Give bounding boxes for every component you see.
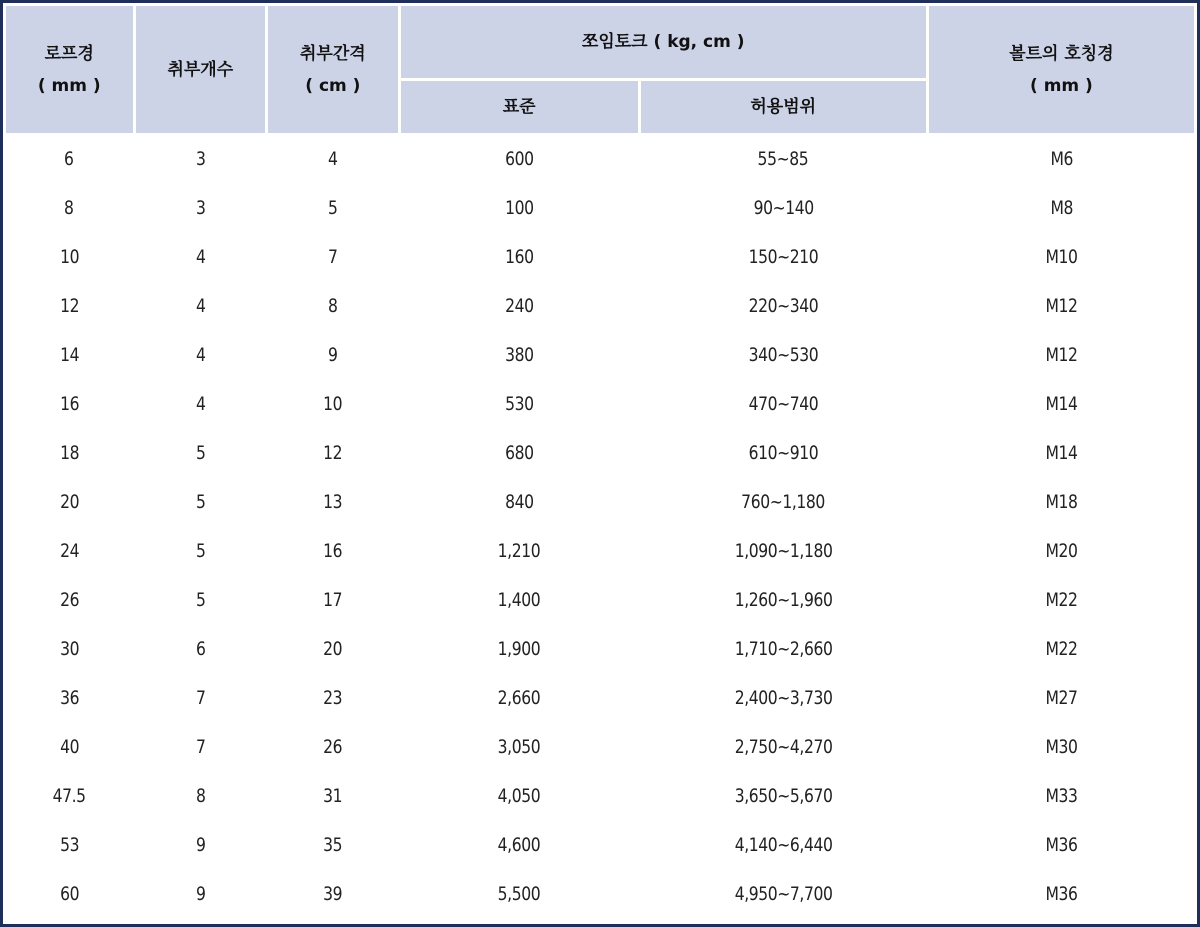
cell-rope-diameter	[6, 724, 133, 770]
cell-value: 35	[323, 834, 343, 856]
cell-value: M14	[1045, 442, 1078, 464]
table-row	[6, 528, 1194, 574]
cell-torque-standard	[401, 136, 638, 182]
cell-clip-count	[136, 283, 266, 329]
table-row	[6, 773, 1194, 819]
cell-clip-count	[136, 724, 266, 770]
cell-value: M36	[1045, 834, 1078, 856]
header-clip-spacing-unit: ( cm )	[305, 75, 361, 96]
header-torque-standard: 표준	[401, 81, 638, 133]
cell-value: 2,660	[497, 687, 541, 709]
cell-rope-diameter	[6, 332, 133, 378]
cell-value: 3,050	[497, 736, 541, 758]
cell-value: 5	[328, 197, 338, 219]
header-bolt-size-unit: ( mm )	[1030, 75, 1093, 96]
table-row	[6, 136, 1194, 182]
cell-clip-count	[136, 332, 266, 378]
cell-torque-standard	[401, 773, 638, 819]
cell-value: 26	[59, 589, 79, 611]
cell-value: 610~910	[748, 442, 819, 464]
cell-bolt-size	[929, 234, 1194, 280]
cell-value: 90~140	[753, 197, 814, 219]
cell-clip-spacing	[268, 577, 398, 623]
table-row	[6, 479, 1194, 525]
cell-value: 16	[59, 393, 79, 415]
cell-value: 9	[195, 834, 206, 856]
cell-clip-count	[136, 871, 266, 917]
cell-value: M27	[1045, 687, 1078, 709]
cell-value: M18	[1045, 491, 1078, 513]
cell-value: 7	[195, 736, 206, 758]
cell-torque-standard	[401, 577, 638, 623]
cell-clip-spacing	[268, 332, 398, 378]
cell-clip-count	[136, 136, 266, 182]
cell-value: 9	[195, 883, 206, 905]
cell-clip-count	[136, 528, 266, 574]
cell-value: M33	[1045, 785, 1078, 807]
cell-bolt-size	[929, 871, 1194, 917]
cell-clip-spacing	[268, 822, 398, 868]
cell-torque-range	[641, 234, 926, 280]
table-row	[6, 430, 1194, 476]
cell-torque-standard	[401, 381, 638, 427]
cell-value: 20	[59, 491, 79, 513]
cell-torque-standard	[401, 675, 638, 721]
cell-value: 39	[323, 883, 343, 905]
cell-clip-count	[136, 822, 266, 868]
table-row	[6, 626, 1194, 672]
cell-rope-diameter	[6, 675, 133, 721]
cell-torque-range	[641, 724, 926, 770]
cell-clip-spacing	[268, 528, 398, 574]
cell-value: 1,090~1,180	[734, 540, 833, 562]
table-row	[6, 871, 1194, 917]
cell-value: 24	[59, 540, 79, 562]
cell-torque-range	[641, 185, 926, 231]
cell-clip-count	[136, 675, 266, 721]
cell-clip-spacing	[268, 185, 398, 231]
cell-value: 240	[504, 295, 534, 317]
cell-value: 3,650~5,670	[734, 785, 833, 807]
table-row	[6, 675, 1194, 721]
cell-value: 13	[323, 491, 343, 513]
cell-value: 55~85	[757, 148, 809, 170]
cell-clip-count	[136, 430, 266, 476]
cell-value: 40	[59, 736, 79, 758]
cell-value: 4,050	[497, 785, 541, 807]
cell-bolt-size	[929, 577, 1194, 623]
cell-torque-range	[641, 871, 926, 917]
cell-bolt-size	[929, 724, 1194, 770]
cell-rope-diameter	[6, 234, 133, 280]
cell-value: 10	[323, 393, 343, 415]
cell-bolt-size	[929, 283, 1194, 329]
cell-value: 36	[59, 687, 79, 709]
cell-torque-standard	[401, 479, 638, 525]
cell-bolt-size	[929, 675, 1194, 721]
header-bolt-size-label: 볼트의 호칭경	[1009, 43, 1114, 64]
cell-value: 26	[323, 736, 343, 758]
cell-value: 1,710~2,660	[734, 638, 833, 660]
cell-value: 5,500	[497, 883, 541, 905]
cell-value: 4	[195, 393, 206, 415]
table-body	[6, 136, 1194, 917]
cell-value: 18	[59, 442, 79, 464]
cell-bolt-size	[929, 626, 1194, 672]
cell-value: M30	[1045, 736, 1078, 758]
cell-bolt-size	[929, 136, 1194, 182]
cell-value: 31	[323, 785, 343, 807]
header-clip-spacing	[268, 6, 398, 133]
cell-clip-count	[136, 185, 266, 231]
cell-value: 4,140~6,440	[734, 834, 833, 856]
cell-clip-spacing	[268, 283, 398, 329]
cell-torque-range	[641, 479, 926, 525]
cell-torque-standard	[401, 283, 638, 329]
cell-value: M12	[1045, 344, 1078, 366]
cell-value: 160	[504, 246, 534, 268]
cell-value: 380	[504, 344, 534, 366]
cell-bolt-size	[929, 479, 1194, 525]
header-bolt-size	[929, 6, 1194, 133]
cell-value: 1,400	[497, 589, 541, 611]
cell-value: 30	[59, 638, 79, 660]
table-row	[6, 577, 1194, 623]
header-rope-diameter	[6, 6, 133, 133]
cell-value: M14	[1045, 393, 1078, 415]
cell-clip-spacing	[268, 381, 398, 427]
cell-torque-standard	[401, 822, 638, 868]
cell-value: M22	[1045, 638, 1078, 660]
cell-torque-standard	[401, 185, 638, 231]
cell-value: 6	[195, 638, 206, 660]
cell-value: M6	[1050, 148, 1073, 170]
cell-bolt-size	[929, 185, 1194, 231]
cell-value: 6	[64, 148, 75, 170]
cell-rope-diameter	[6, 136, 133, 182]
cell-value: 14	[59, 344, 79, 366]
cell-torque-standard	[401, 871, 638, 917]
header-rope-diameter-label: 로프경	[44, 43, 94, 64]
table-row	[6, 381, 1194, 427]
cell-value: 4	[195, 344, 206, 366]
table-row	[6, 185, 1194, 231]
cell-value: 220~340	[748, 295, 819, 317]
cell-value: M20	[1045, 540, 1078, 562]
cell-torque-range	[641, 136, 926, 182]
cell-bolt-size	[929, 822, 1194, 868]
cell-rope-diameter	[6, 381, 133, 427]
cell-clip-spacing	[268, 773, 398, 819]
cell-rope-diameter	[6, 822, 133, 868]
cell-value: M10	[1045, 246, 1078, 268]
cell-torque-range	[641, 332, 926, 378]
cell-clip-count	[136, 577, 266, 623]
cell-torque-standard	[401, 528, 638, 574]
cell-torque-range	[641, 381, 926, 427]
cell-clip-count	[136, 479, 266, 525]
cell-torque-standard	[401, 234, 638, 280]
header-torque: 쪼임토크 ( kg, cm )	[401, 6, 926, 78]
cell-value: 8	[195, 785, 206, 807]
cell-rope-diameter	[6, 626, 133, 672]
cell-clip-spacing	[268, 724, 398, 770]
cell-value: 4	[328, 148, 338, 170]
cell-value: 16	[323, 540, 343, 562]
cell-value: 5	[195, 442, 206, 464]
cell-value: 100	[504, 197, 534, 219]
header-clip-count	[136, 6, 266, 133]
cell-value: 1,900	[497, 638, 541, 660]
cell-value: 8	[328, 295, 338, 317]
cell-value: 600	[504, 148, 534, 170]
cell-value: 20	[323, 638, 343, 660]
table-row	[6, 234, 1194, 280]
cell-bolt-size	[929, 528, 1194, 574]
cell-value: 5	[195, 540, 206, 562]
cell-value: M22	[1045, 589, 1078, 611]
cell-rope-diameter	[6, 430, 133, 476]
cell-torque-standard	[401, 430, 638, 476]
cell-value: 340~530	[748, 344, 819, 366]
cell-clip-spacing	[268, 479, 398, 525]
cell-value: 4	[195, 246, 206, 268]
cell-torque-range	[641, 773, 926, 819]
cell-clip-count	[136, 773, 266, 819]
cell-rope-diameter	[6, 479, 133, 525]
header-clip-spacing-label: 취부간격	[300, 43, 366, 64]
cell-value: 4	[195, 295, 206, 317]
table-row	[6, 283, 1194, 329]
cell-value: M8	[1050, 197, 1073, 219]
cell-value: 470~740	[748, 393, 819, 415]
cell-rope-diameter	[6, 577, 133, 623]
cell-rope-diameter	[6, 871, 133, 917]
cell-value: 12	[323, 442, 343, 464]
cell-value: 7	[195, 687, 206, 709]
cell-value: 60	[59, 883, 79, 905]
cell-value: 5	[195, 589, 206, 611]
cell-value: 1,210	[497, 540, 541, 562]
cell-value: 53	[59, 834, 79, 856]
table-row	[6, 332, 1194, 378]
cell-value: 7	[328, 246, 338, 268]
cell-bolt-size	[929, 332, 1194, 378]
cell-torque-standard	[401, 332, 638, 378]
cell-clip-count	[136, 626, 266, 672]
cell-value: 3	[195, 148, 206, 170]
cell-rope-diameter	[6, 283, 133, 329]
cell-clip-spacing	[268, 430, 398, 476]
cell-value: 840	[504, 491, 534, 513]
cell-value: 680	[504, 442, 534, 464]
cell-torque-standard	[401, 626, 638, 672]
cell-rope-diameter	[6, 528, 133, 574]
cell-value: 1,260~1,960	[734, 589, 833, 611]
cell-bolt-size	[929, 773, 1194, 819]
cell-value: 4,950~7,700	[734, 883, 833, 905]
cell-torque-range	[641, 675, 926, 721]
cell-value: 5	[195, 491, 206, 513]
cell-value: 150~210	[748, 246, 819, 268]
cell-rope-diameter	[6, 773, 133, 819]
cell-value: 23	[323, 687, 343, 709]
cell-value: M12	[1045, 295, 1078, 317]
cell-value: 8	[64, 197, 75, 219]
cell-clip-spacing	[268, 675, 398, 721]
cell-torque-standard	[401, 724, 638, 770]
table-row	[6, 724, 1194, 770]
cell-value: 2,750~4,270	[734, 736, 833, 758]
cell-torque-range	[641, 283, 926, 329]
header-clip-count-label: 취부개수	[167, 59, 234, 80]
cell-clip-spacing	[268, 234, 398, 280]
cell-value: M36	[1045, 883, 1078, 905]
cell-torque-range	[641, 430, 926, 476]
table-header	[6, 6, 1194, 133]
cell-clip-spacing	[268, 626, 398, 672]
cell-value: 10	[59, 246, 79, 268]
cell-clip-count	[136, 234, 266, 280]
cell-value: 530	[504, 393, 534, 415]
cell-clip-spacing	[268, 136, 398, 182]
cell-bolt-size	[929, 430, 1194, 476]
cell-torque-range	[641, 626, 926, 672]
cell-torque-range	[641, 528, 926, 574]
cell-torque-range	[641, 577, 926, 623]
rope-clip-spec-table	[3, 3, 1197, 920]
cell-clip-count	[136, 381, 266, 427]
cell-torque-range	[641, 822, 926, 868]
cell-value: 17	[323, 589, 343, 611]
cell-value: 9	[328, 344, 338, 366]
cell-rope-diameter	[6, 185, 133, 231]
cell-value: 47.5	[52, 785, 86, 807]
table-row	[6, 822, 1194, 868]
cell-value: 760~1,180	[741, 491, 826, 513]
cell-bolt-size	[929, 381, 1194, 427]
cell-value: 4,600	[497, 834, 541, 856]
cell-value: 3	[195, 197, 206, 219]
header-torque-allowable-range: 허용범위	[641, 81, 926, 133]
cell-value: 12	[59, 295, 79, 317]
header-rope-diameter-unit: ( mm )	[37, 75, 101, 96]
cell-value: 2,400~3,730	[734, 687, 833, 709]
cell-clip-spacing	[268, 871, 398, 917]
